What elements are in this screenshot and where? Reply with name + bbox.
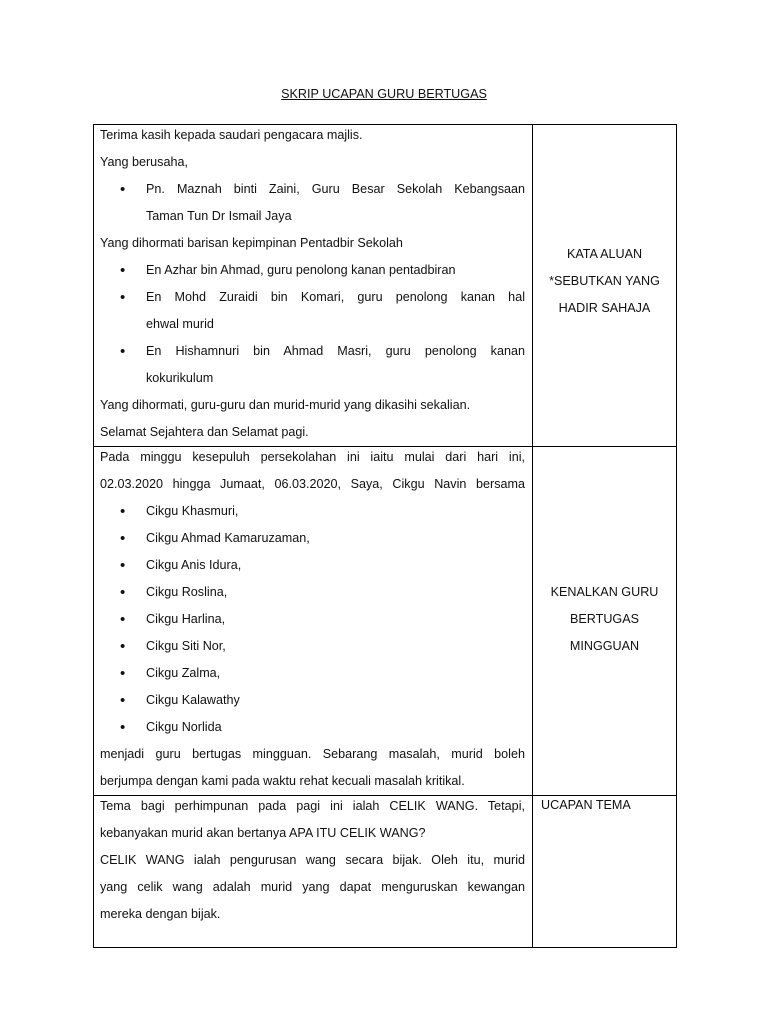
duty-closing-line-1: menjadi guru bertugas mingguan. Sebarang masalah, murid boleh (100, 747, 525, 761)
opening-label-cell (533, 125, 677, 447)
list-item: • Cikgu Harlina, (100, 606, 525, 633)
duty-closing-line-2: berjumpa dengan kami pada waktu rehat kecuali masalah kritikal. (100, 774, 465, 788)
admin-2-line-1: • En Mohd Zuraidi bin Komari, guru penolong kanan hal (146, 290, 525, 304)
list-item: • Cikgu Siti Nor, (100, 633, 525, 660)
list-item: • Cikgu Roslina, (100, 579, 525, 606)
list-item: • Cikgu Zalma, (100, 660, 525, 687)
admin-3-line-1: • En Hishamnuri bin Ahmad Masri, guru penolong kanan (146, 344, 525, 358)
greeting-text: Yang berusaha, (100, 155, 188, 169)
admin-list (100, 257, 525, 392)
list-item: • Cikgu Norlida (100, 714, 525, 741)
table-row-theme (94, 796, 677, 948)
theme-label-cell (533, 796, 677, 948)
list-item (100, 338, 525, 392)
label-line: HADIR SAHAJA (558, 301, 651, 315)
teacher-list (100, 498, 525, 741)
table-row-duty-teachers (94, 447, 677, 796)
duty-label-cell (533, 447, 677, 796)
admin-1-line-1: • En Azhar bin Ahmad, guru penolong kanan pentadbiran (146, 263, 456, 277)
list-item (100, 284, 525, 338)
theme-line-1: Tema bagi perhimpunan pada pagi ini ialah CELIK WANG. Tetapi, (100, 799, 525, 813)
list-item: • Cikgu Kalawathy (100, 687, 525, 714)
theme-label: UCAPAN TEMA (541, 798, 631, 812)
list-item (100, 257, 525, 284)
principal-list (100, 176, 525, 230)
document-title: SKRIP UCAPAN GURU BERTUGAS (281, 87, 487, 101)
label-line: KATA ALUAN (566, 247, 643, 261)
table-row-opening (94, 125, 677, 447)
theme-content-cell (94, 796, 533, 948)
principal-line-1: • Pn. Maznah binti Zaini, Guru Besar Sekolah Kebangsaan (146, 182, 525, 196)
theme-line-2: kebanyakan murid akan bertanya APA ITU CELIK WANG? (100, 826, 426, 840)
script-table (93, 124, 677, 948)
salutation-text: Selamat Sejahtera dan Selamat pagi. (100, 425, 309, 439)
duty-content-cell (94, 447, 533, 796)
admin-3-line-2: kokurikulum (146, 371, 214, 385)
opening-content-cell (94, 125, 533, 447)
intro-text: Terima kasih kepada saudari pengacara majlis. (100, 128, 363, 142)
theme-line-5: mereka dengan bijak. (100, 907, 221, 921)
label-line: *SEBUTKAN YANG (549, 274, 660, 288)
label-line: BERTUGAS (569, 611, 640, 626)
admin-2-line-2: ehwal murid (146, 317, 214, 331)
duty-intro-line-1: Pada minggu kesepuluh persekolahan ini iaitu mulai dari hari ini, (100, 450, 525, 464)
list-item (100, 176, 525, 230)
duty-label (551, 579, 659, 660)
principal-line-2: Taman Tun Dr Ismail Jaya (146, 209, 292, 223)
label-line: MINGGUAN (569, 638, 640, 653)
list-item: • Cikgu Ahmad Kamaruzaman, (100, 525, 525, 552)
admin-intro-text: Yang dihormati barisan kepimpinan Pentadbir Sekolah (100, 236, 403, 250)
list-item: • Cikgu Khasmuri, (100, 498, 525, 525)
opening-label (549, 241, 660, 322)
respected-text: Yang dihormati, guru-guru dan murid-murid yang dikasihi sekalian. (100, 398, 471, 412)
label-line: KENALKAN GURU (550, 584, 659, 599)
list-item: • Cikgu Anis Idura, (100, 552, 525, 579)
theme-line-3: CELIK WANG ialah pengurusan wang secara bijak. Oleh itu, murid (100, 853, 525, 867)
duty-intro-line-2: 02.03.2020 hingga Jumaat, 06.03.2020, Saya, Cikgu Navin bersama (100, 477, 525, 491)
theme-line-4: yang celik wang adalah murid yang dapat menguruskan kewangan (100, 880, 525, 894)
